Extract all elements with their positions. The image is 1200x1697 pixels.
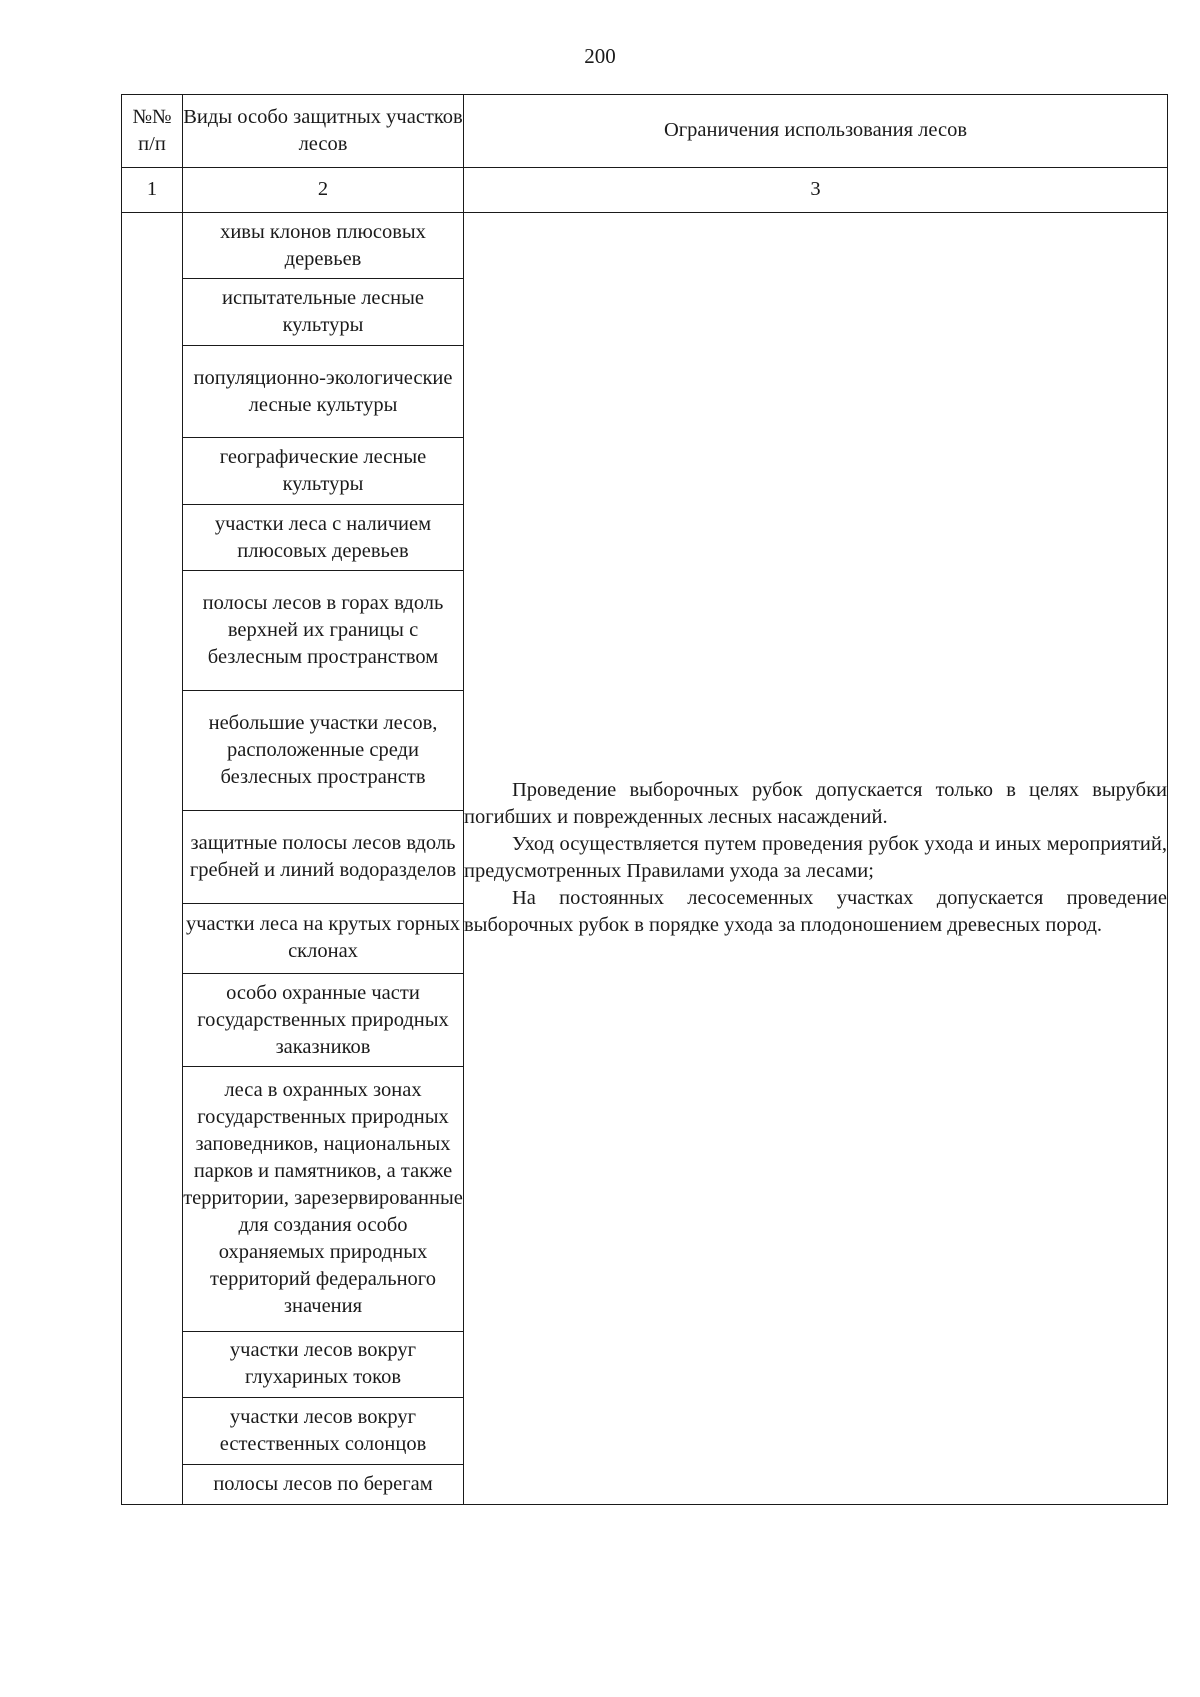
column-number-3: 3 (464, 167, 1168, 212)
restrictions-table (121, 94, 1168, 1505)
header-number-column: №№ п/п (122, 95, 183, 168)
header-kind-column: Виды особо защитных участков лесов (183, 95, 464, 168)
kind-cell: популяционно-экологические лесные культуры (183, 345, 464, 438)
kind-cell: полосы лесов по берегам (183, 1464, 464, 1504)
kind-cell: хивы клонов плюсовых деревьев (183, 212, 464, 278)
restriction-paragraph: Проведение выборочных рубок допускается только в целях вырубки погибших и поврежденных лесных насаждений. (464, 779, 1167, 829)
column-number-2: 2 (183, 167, 464, 212)
page-number: 200 (584, 44, 616, 68)
header-restriction-column: Ограничения использования лесов (464, 95, 1168, 168)
kind-cell: небольшие участки лесов, расположенные среди безлесных пространств (183, 691, 464, 811)
kind-cell: участки леса с наличием плюсовых деревьев (183, 504, 464, 570)
kind-cell: особо охранные части государственных природных заказников (183, 974, 464, 1067)
kind-cell: участки лесов вокруг естественных солонцов (183, 1398, 464, 1464)
table-row (122, 212, 1168, 278)
kind-cell: полосы лесов в горах вдоль верхней их границы с безлесным пространством (183, 571, 464, 691)
restriction-paragraph: Уход осуществляется путем проведения рубок ухода и иных мероприятий, предусмотренных Правилами ухода за лесами; (464, 833, 1167, 883)
table-header-row (122, 95, 1168, 168)
kind-cell: участки леса на крутых горных склонах (183, 903, 464, 974)
restrictions-cell (464, 212, 1168, 1504)
kind-cell: защитные полосы лесов вдоль гребней и линий водоразделов (183, 811, 464, 904)
number-cell-empty (122, 212, 183, 1504)
kind-cell: географические лесные культуры (183, 438, 464, 504)
column-number-1: 1 (122, 167, 183, 212)
restriction-paragraph: На постоянных лесосеменных участках допускается проведение выборочных рубок в порядке ухода за плодоношением древесных пород. (464, 887, 1167, 937)
column-numbers-row (122, 167, 1168, 212)
kind-cell: леса в охранных зонах государственных природных заповедников, национальных парков и памятников, а также территории, зарезервированные для создания особо охраняемых природных территорий федерального значения (183, 1066, 464, 1331)
kind-cell: испытательные лесные культуры (183, 279, 464, 345)
kind-cell: участки лесов вокруг глухариных токов (183, 1331, 464, 1397)
